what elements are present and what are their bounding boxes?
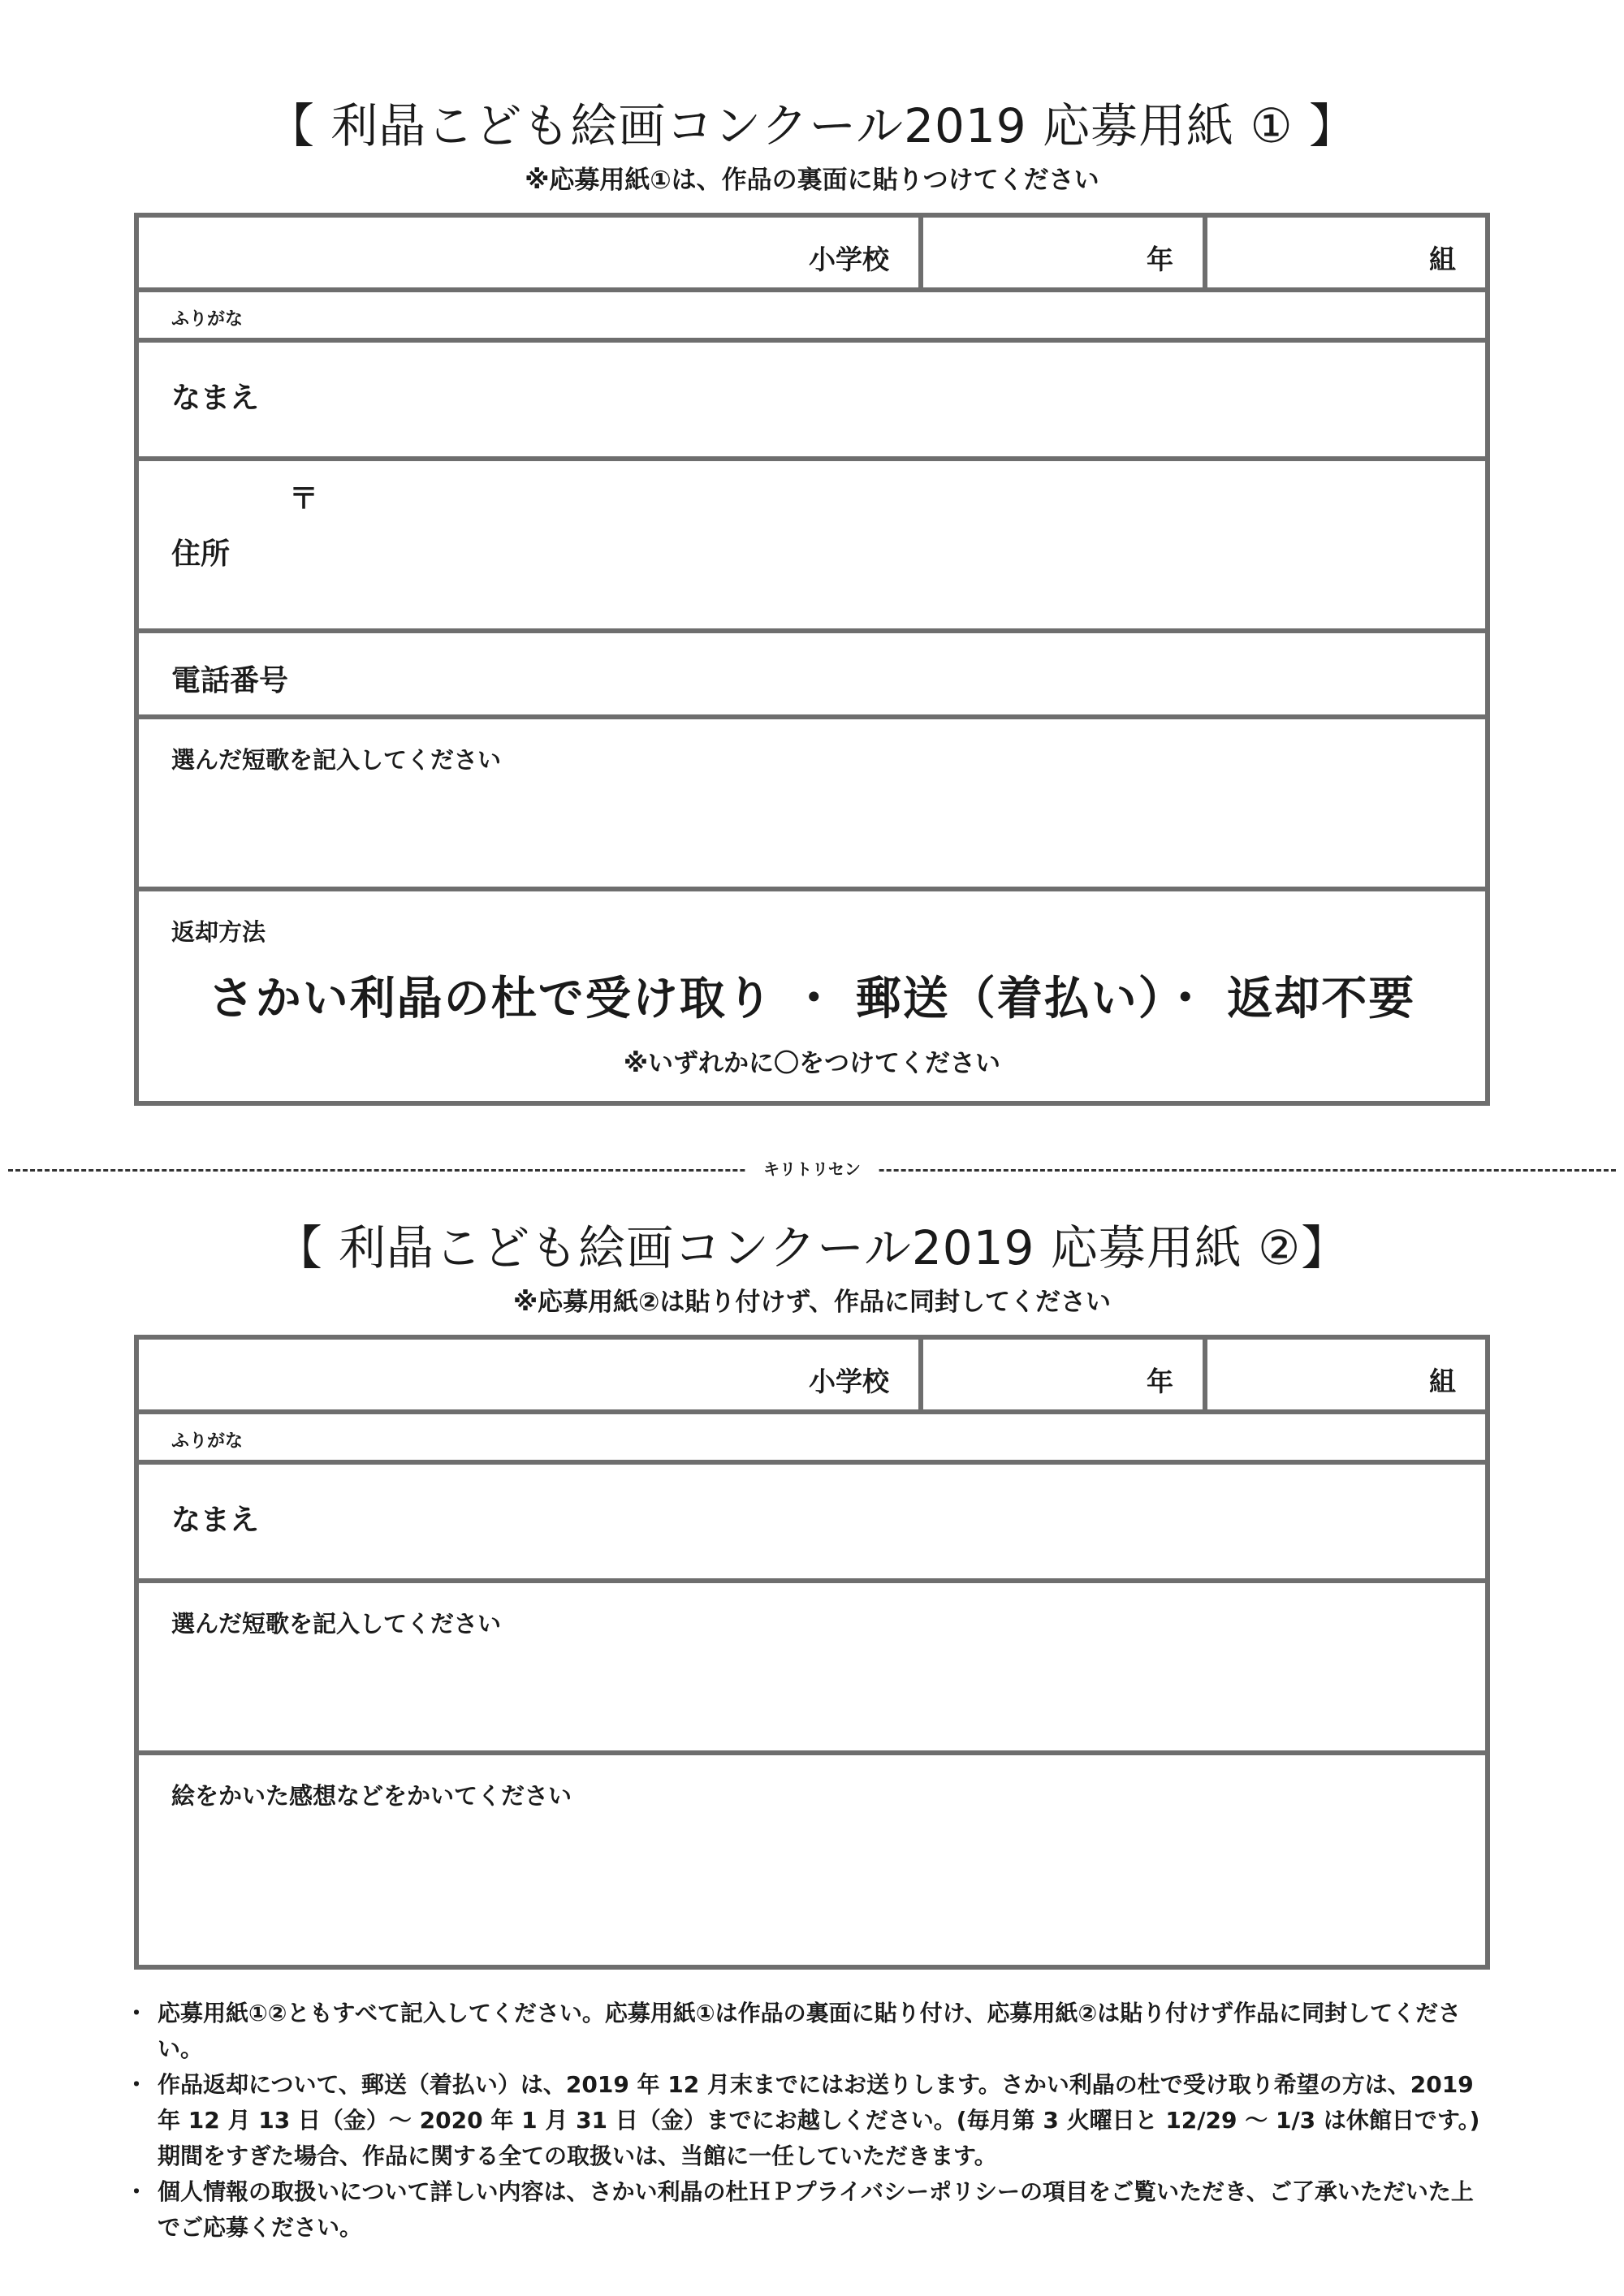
form2-grade-label: 年 [1147, 1366, 1173, 1397]
form1-school-label: 小学校 [809, 244, 889, 275]
form1-tanka-label: 選んだ短歌を記入してください [171, 746, 502, 774]
form1-return-field [139, 891, 1485, 1101]
form2-table [134, 1335, 1490, 1970]
form1-grade-field[interactable] [923, 218, 1207, 287]
notes-list [132, 1996, 1496, 2246]
postal-mark-icon: 〒 [289, 482, 319, 516]
form1-address-field[interactable] [139, 461, 1485, 633]
form2-furigana-label: ふりがな [171, 1431, 244, 1452]
form2-subtitle: ※応募用紙②は貼り付けず、作品に同封してください [513, 1288, 1111, 1317]
form2-grade-field[interactable] [923, 1340, 1207, 1409]
form1-class-label: 組 [1429, 244, 1456, 275]
form2-school-field[interactable] [139, 1340, 923, 1409]
form1-address-label: 住所 [171, 537, 231, 571]
form1-furigana-label: ふりがな [171, 309, 244, 330]
form2-class-label: 組 [1429, 1366, 1456, 1397]
form1-phone-label: 電話番号 [171, 664, 289, 697]
form2-tanka-label: 選んだ短歌を記入してください [171, 1610, 502, 1638]
form2-tanka-field[interactable] [139, 1583, 1485, 1755]
form2-class-field[interactable] [1207, 1340, 1485, 1409]
form1-class-field[interactable] [1207, 218, 1485, 287]
form2-title: 【 利晶こども絵画コンクール2019 応募用紙 ②】 [274, 1220, 1350, 1275]
form1-name-field[interactable] [139, 343, 1485, 461]
form2-furigana-field[interactable] [139, 1414, 1485, 1465]
form1-grade-label: 年 [1147, 244, 1173, 275]
form1-furigana-field[interactable] [139, 292, 1485, 343]
form2-name-field[interactable] [139, 1465, 1485, 1583]
note-item: ・ 応募用紙①②ともすべて記入してください。応募用紙①は作品の裏面に貼り付け、応募用紙②は貼り付けず作品に同封してください。 [132, 1996, 1496, 2067]
cut-line-label: キリトリセン [747, 1157, 877, 1181]
form1-name-label: なまえ [171, 382, 260, 415]
note-item: ・ 個人情報の取扱いについて詳しい内容は、さかい利晶の杜ＨＰプライバシーポリシーの項目をご覧いただき、ご了承いただいた上でご応募ください。 [132, 2174, 1496, 2246]
form1-school-row [139, 218, 1485, 292]
form2-impression-label: 絵をかいた感想などをかいてください [171, 1782, 572, 1810]
form1-title: 【 利晶こども絵画コンクール2019 応募用紙 ① 】 [266, 98, 1358, 153]
form2-school-row [139, 1340, 1485, 1414]
form1-return-label: 返却方法 [171, 918, 266, 946]
form1-school-field[interactable] [139, 218, 923, 287]
form1-return-note: ※いずれかに〇をつけてください [623, 1049, 1001, 1078]
form2-impression-field[interactable] [139, 1755, 1485, 1965]
form1-table [134, 213, 1490, 1106]
form1-tanka-field[interactable] [139, 719, 1485, 891]
form1-return-options[interactable]: さかい利晶の杜で受け取り ・ 郵送（着払い）・ 返却不要 [208, 973, 1416, 1025]
form2-school-label: 小学校 [809, 1366, 889, 1397]
form1-phone-field[interactable] [139, 633, 1485, 719]
form2-name-label: なまえ [171, 1504, 260, 1537]
note-item: ・ 作品返却について、郵送（着払い）は、2019 年 12 月末までにはお送りします。さかい利晶の杜で受け取り希望の方は、2019 年 12 月 13 日（金）～ 2020 年 1 月 31 日（金）までにお越しください。(毎月第 3 火曜日と 12/29 ～ 1/3 は休館日です。)期間をすぎた場合、作品に関する全ての取扱いは、当館に一任していただきます。 [132, 2067, 1496, 2174]
form1-subtitle: ※応募用紙①は、作品の裏面に貼りつけてください [525, 166, 1099, 195]
